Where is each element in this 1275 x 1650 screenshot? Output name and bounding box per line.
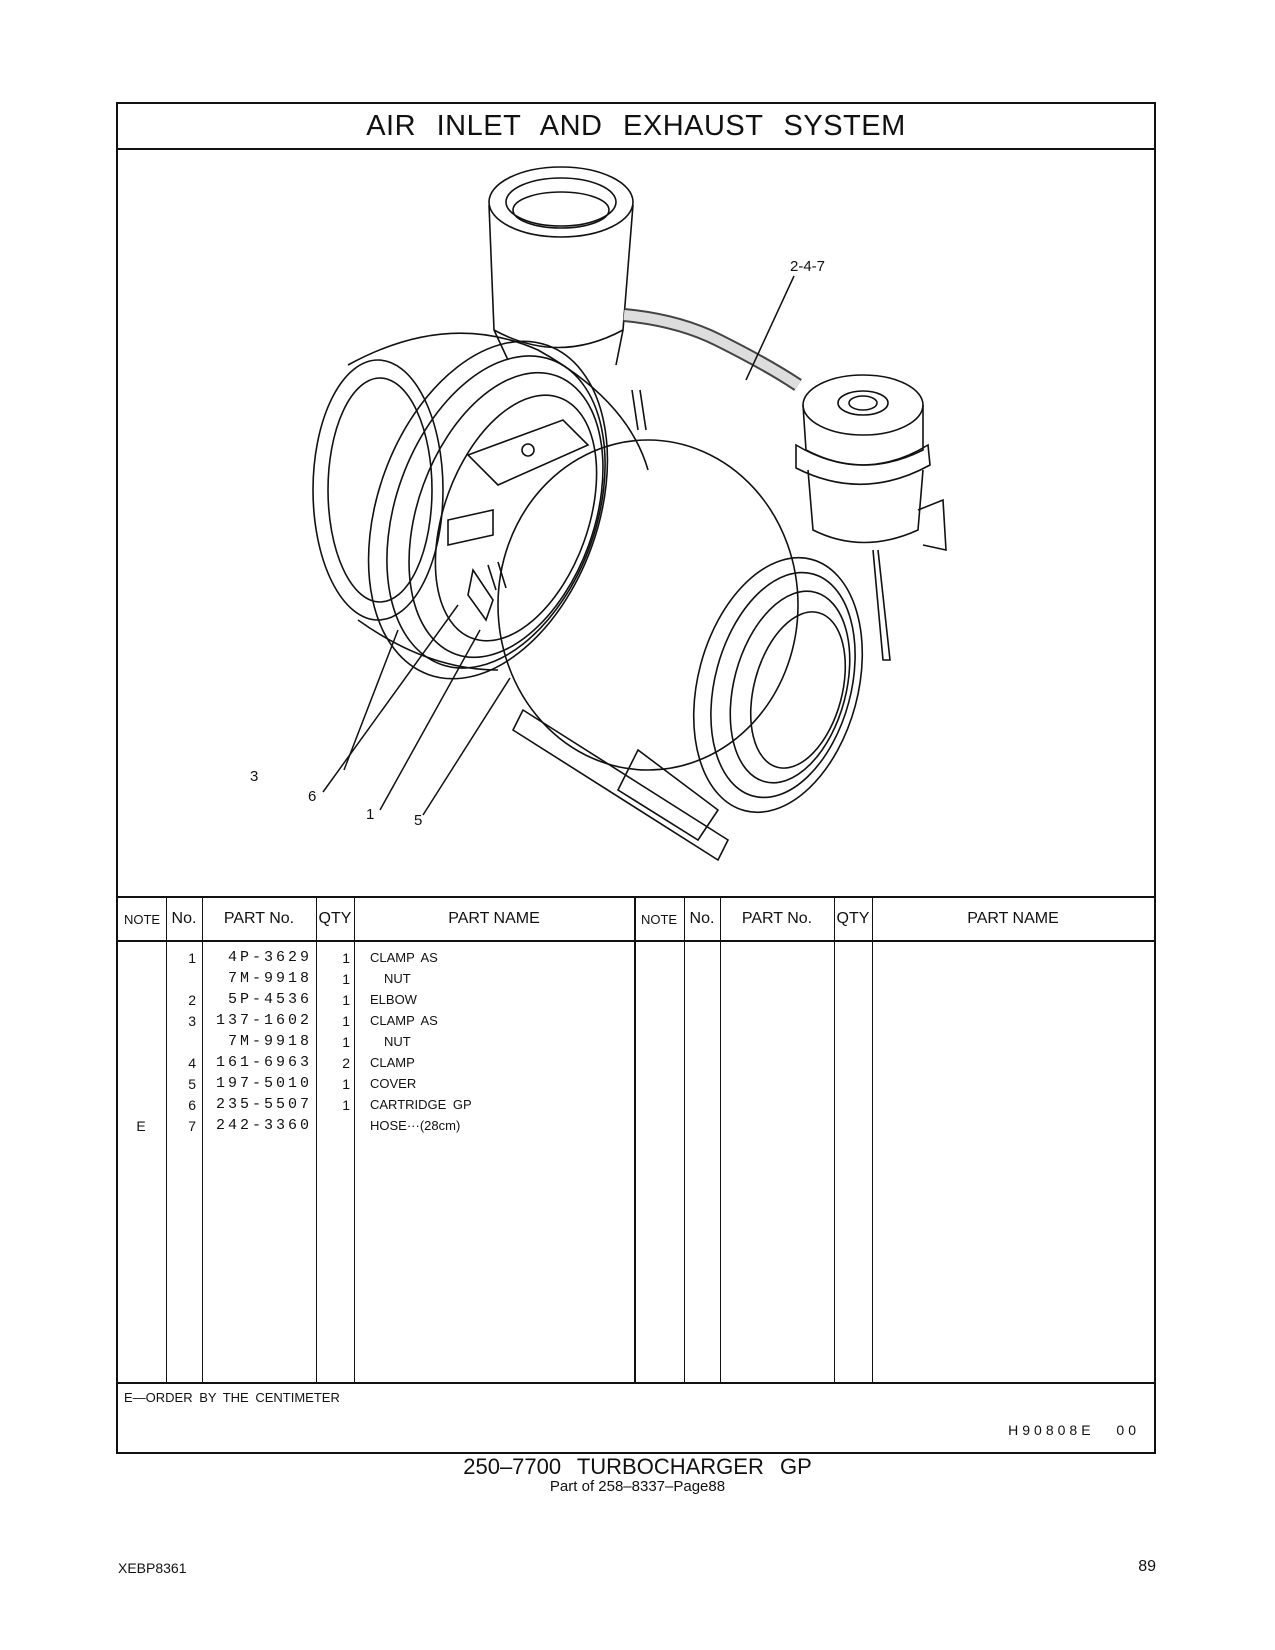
callout-1: 1 bbox=[366, 806, 375, 823]
table-row: 2 5P-4536 1 ELBOW bbox=[188, 991, 417, 1008]
col-no-left: No. bbox=[171, 910, 197, 927]
col-part-name-right: PART NAME bbox=[967, 910, 1059, 927]
col-divider bbox=[872, 896, 873, 1382]
document-code: XEBP8361 bbox=[118, 1560, 187, 1576]
group-subtitle: Part of 258–8337–Page88 bbox=[549, 1478, 726, 1495]
callout-6: 6 bbox=[308, 788, 317, 805]
footnote: E—ORDER BY THE CENTIMETER bbox=[124, 1390, 340, 1405]
table-row: 4 161-6963 2 CLAMP bbox=[188, 1054, 415, 1071]
turbocharger-drawing bbox=[118, 150, 1154, 896]
col-divider bbox=[720, 896, 721, 1382]
callout-3: 3 bbox=[250, 768, 259, 785]
col-note-left: NOTE bbox=[123, 911, 161, 927]
col-part-no-right: PART No. bbox=[741, 910, 813, 927]
col-part-no-left: PART No. bbox=[223, 910, 295, 927]
table-row: 7M-9918 1 NUT bbox=[227, 1033, 411, 1050]
callout-5: 5 bbox=[414, 812, 423, 829]
col-part-name-left: PART NAME bbox=[448, 910, 540, 927]
col-qty-left: QTY bbox=[318, 910, 352, 927]
group-title: 250–7700 TURBOCHARGER GP bbox=[463, 1454, 812, 1479]
col-divider bbox=[834, 896, 835, 1382]
table-row: 6 235-5507 1 CARTRIDGE GP bbox=[188, 1096, 472, 1113]
col-note-right: NOTE bbox=[640, 911, 678, 927]
col-divider bbox=[684, 896, 685, 1382]
parts-page-frame bbox=[116, 102, 1156, 1454]
table-row: E 7 242-3360 HOSE···(28cm) bbox=[136, 1117, 461, 1134]
callout-2-4-7: 2-4-7 bbox=[790, 258, 826, 275]
table-row: 7M-9918 1 NUT bbox=[227, 970, 411, 987]
table-row: 1 4P-3629 1 CLAMP AS bbox=[188, 949, 438, 966]
table-bottom-rule bbox=[118, 1382, 1154, 1384]
drawing-number: H90808E 00 bbox=[1008, 1422, 1140, 1438]
table-row: 5 197-5010 1 COVER bbox=[188, 1075, 417, 1092]
table-row: 3 137-1602 1 CLAMP AS bbox=[188, 1012, 438, 1029]
exploded-view-illustration bbox=[118, 150, 1154, 896]
section-title: AIR INLET AND EXHAUST SYSTEM bbox=[118, 104, 1154, 150]
parts-table-header bbox=[118, 896, 1154, 942]
col-no-right: No. bbox=[689, 910, 715, 927]
page-number: 89 bbox=[1138, 1558, 1156, 1575]
col-qty-right: QTY bbox=[836, 910, 870, 927]
